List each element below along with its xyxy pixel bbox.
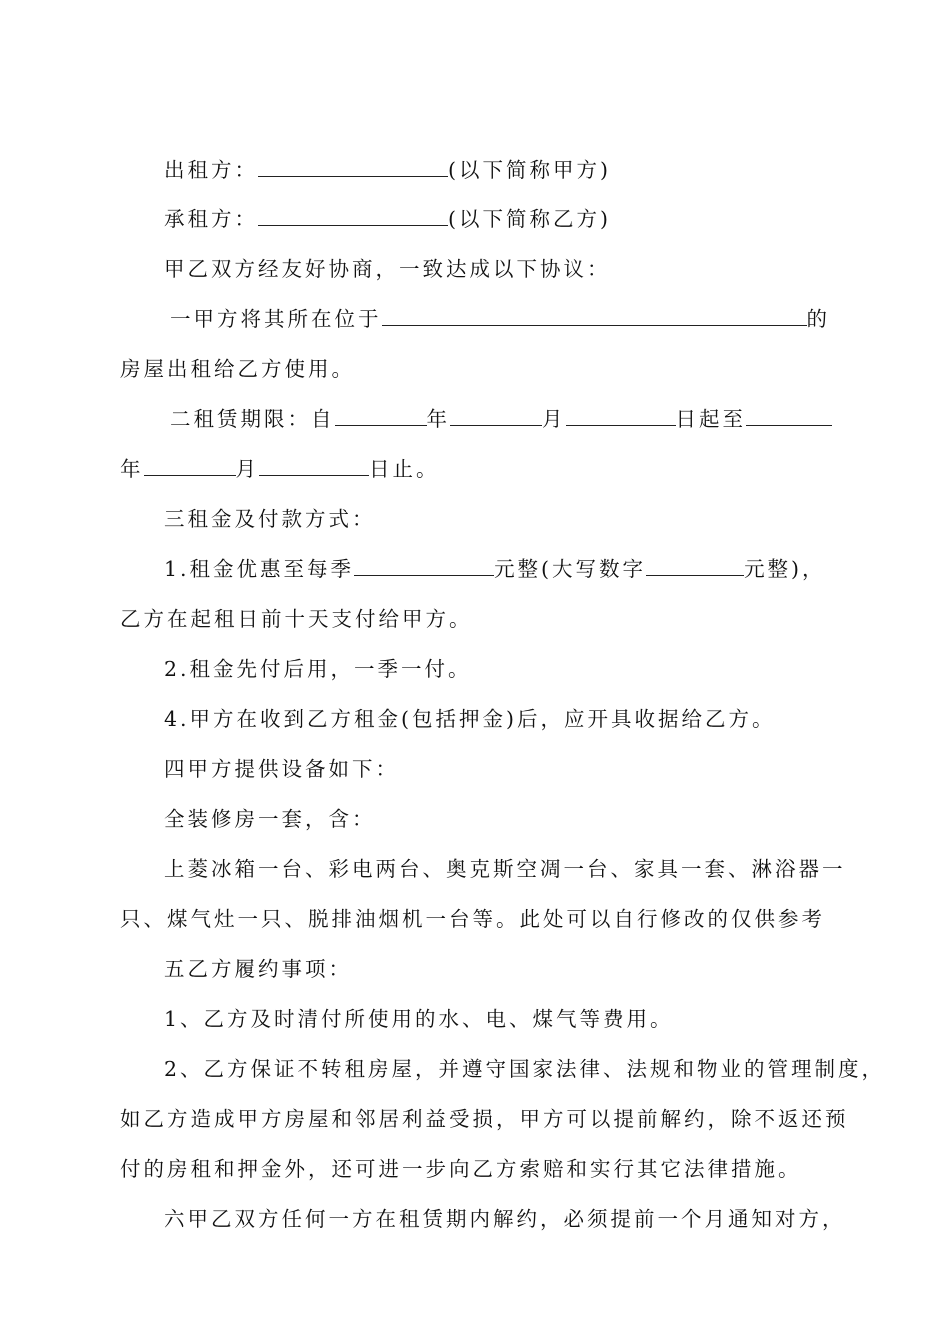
clause2-day-from: 日起至: [675, 407, 746, 431]
clause2-year-unit: 年: [426, 407, 450, 431]
clause4-list-line2: 只、煤气灶一只、脱排油烟机一台等。此处可以自行修改的仅供参考: [120, 907, 825, 931]
clause5-item2-line1: 2、乙方保证不转租房屋，并遵守国家法律、法规和物业的管理制度，: [164, 1057, 886, 1081]
rent-amount-words-blank[interactable]: [646, 556, 744, 576]
start-day-blank[interactable]: [566, 406, 676, 426]
clause2-month-unit: 月: [542, 407, 566, 431]
party-b-line: [164, 206, 611, 232]
clause3-item2: 2.租金先付后用，一季一付。: [164, 657, 472, 681]
party-b-suffix: (以下简称乙方): [448, 207, 611, 231]
clause3-item4: 4.甲方在收到乙方租金(包括押金)后，应开具收据给乙方。: [164, 707, 776, 731]
clause3-item1-prefix: 1.租金优惠至每季: [164, 557, 355, 581]
clause2-line: [170, 406, 832, 432]
party-a-suffix: (以下简称甲方): [448, 158, 611, 182]
end-day-blank[interactable]: [259, 456, 369, 476]
clause3-item1-line: [164, 556, 826, 582]
clause2-prefix: 二租赁期限：自: [170, 407, 335, 431]
party-a-blank[interactable]: [258, 157, 448, 177]
clause3-item1-cont: 乙方在起租日前十天支付给甲方。: [120, 607, 473, 631]
party-b-label: 承租方：: [164, 207, 258, 231]
clause6-line1: 六甲乙双方任何一方在租赁期内解约，必须提前一个月通知对方，: [164, 1207, 846, 1231]
clause4-title: 四甲方提供设备如下：: [164, 757, 399, 781]
clause5-item2-line3: 付的房租和押金外，还可进一步向乙方索赔和实行其它法律措施。: [120, 1157, 802, 1181]
start-year-blank[interactable]: [335, 406, 427, 426]
clause3-item1-suffix: 元整)，: [744, 557, 826, 581]
clause2-end-month-unit: 月: [235, 457, 259, 481]
party-a-line: [164, 157, 611, 183]
intro-line: 甲乙双方经友好协商，一致达成以下协议：: [164, 257, 611, 281]
start-month-blank[interactable]: [450, 406, 542, 426]
clause4-item: 全装修房一套，含：: [164, 807, 376, 831]
clause2-cont: [120, 456, 440, 482]
clause2-end-year-unit: 年: [120, 457, 144, 481]
clause1-location-blank[interactable]: [382, 306, 807, 326]
clause5-item1: 1、乙方及时清付所使用的水、电、煤气等费用。: [164, 1007, 674, 1031]
party-a-label: 出租方：: [164, 158, 258, 182]
clause5-title: 五乙方履约事项：: [164, 957, 352, 981]
clause3-item1-mid: 元整(大写数字: [494, 557, 647, 581]
end-month-blank[interactable]: [144, 456, 236, 476]
clause3-title: 三租金及付款方式：: [164, 507, 376, 531]
clause1-suffix: 的: [806, 307, 830, 331]
clause2-day-to: 日止。: [369, 457, 440, 481]
rent-amount-blank[interactable]: [354, 556, 494, 576]
clause4-list-line1: 上菱冰箱一台、彩电两台、奥克斯空凋一台、家具一套、淋浴器一: [164, 857, 846, 881]
clause5-item2-line2: 如乙方造成甲方房屋和邻居利益受损，甲方可以提前解约，除不返还预: [120, 1107, 849, 1131]
clause1-prefix: 一甲方将其所在位于: [170, 307, 382, 331]
party-b-blank[interactable]: [258, 206, 448, 226]
clause1-cont: 房屋出租给乙方使用。: [120, 357, 355, 381]
clause1-line: [170, 306, 830, 332]
end-year-blank[interactable]: [746, 406, 832, 426]
